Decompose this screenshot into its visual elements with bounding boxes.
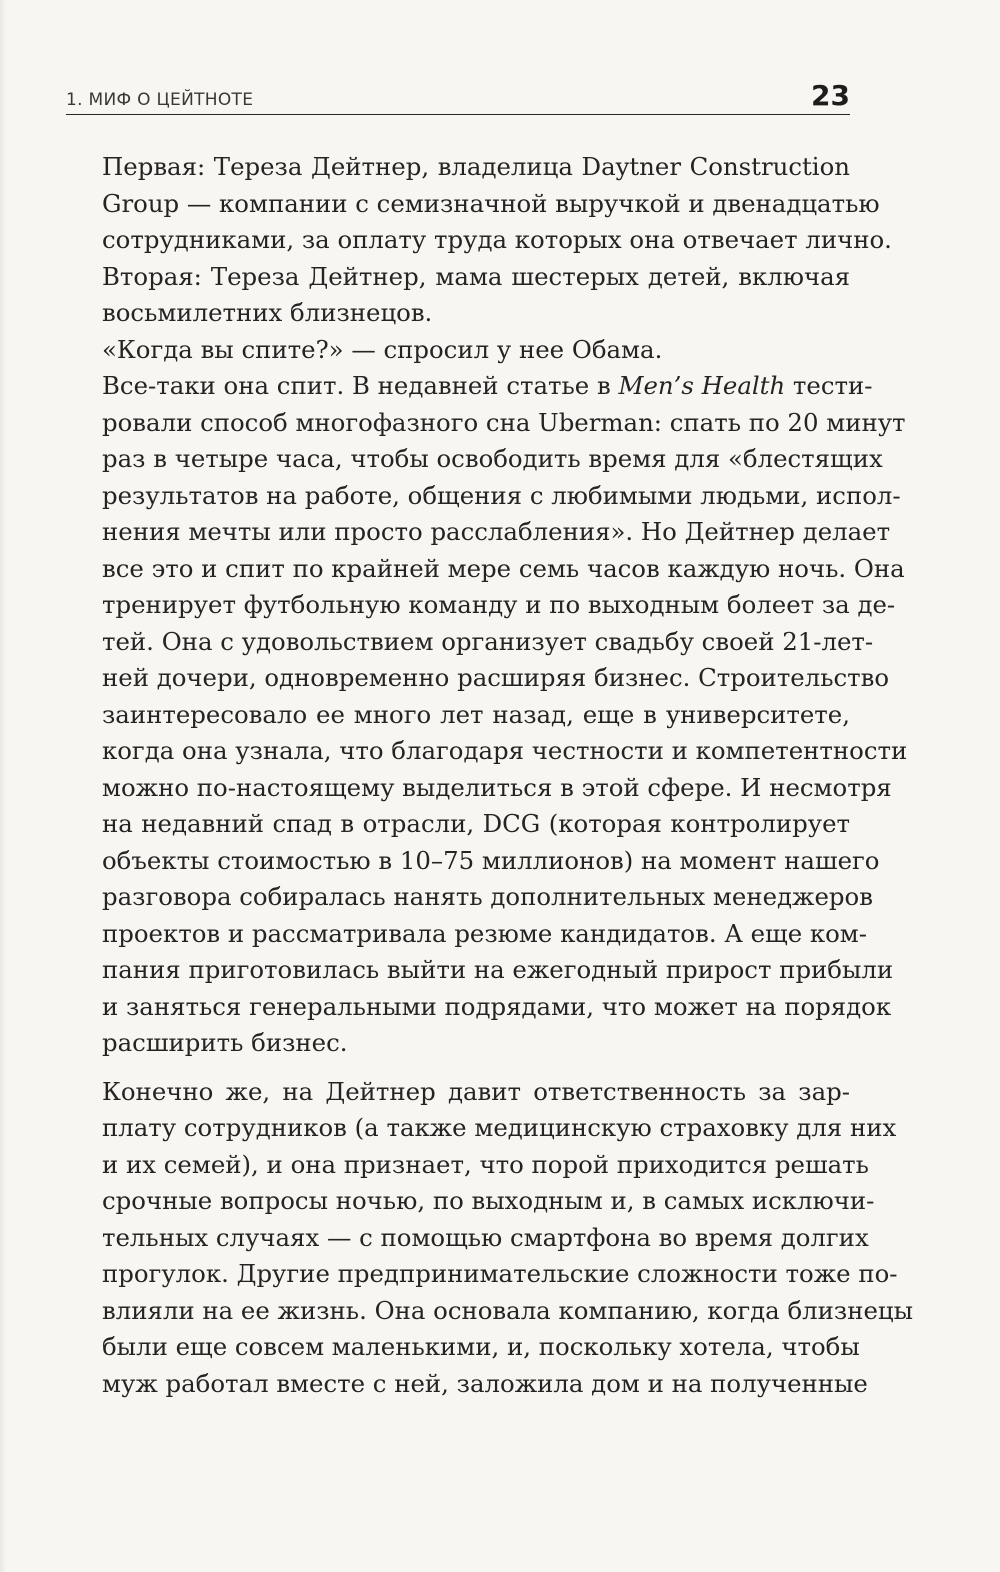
- text-line: тренирует футбольную команду и по выходным болеет за де-: [102, 590, 896, 619]
- text-line: Первая: Тереза Дейтнер, владелица Daytner Construction: [102, 152, 850, 181]
- paragraph: [66, 332, 850, 369]
- text-line: разговора собиралась нанять дополнительных менеджеров: [102, 882, 873, 911]
- text-line: объекты стоимостью в 10–75 миллионов) на момент нашего: [102, 845, 880, 875]
- chapter-title: 1. МИФ О ЦЕЙТНОТЕ: [66, 90, 254, 110]
- running-header: [66, 80, 850, 115]
- paragraph: [66, 368, 908, 1062]
- text-line: Group — компании с семизначной выручкой и двенадцатью: [102, 188, 880, 218]
- text-line: тей. Она с удовольствием организует свадьбу своей 21-лет-: [102, 626, 874, 656]
- paragraph: [66, 1074, 913, 1403]
- text-line: были еще совсем маленькими, и, поскольку хотела, чтобы: [102, 1332, 860, 1361]
- text-line: сотрудниками, за оплату труда которых она отвечает лично.: [102, 225, 892, 254]
- text-line: срочные вопросы ночью, по выходным и, в самых исключи-: [102, 1186, 875, 1215]
- text-line: на недавний спад в отрасли, DCG (которая контролирует: [102, 809, 850, 838]
- text-line: нения мечты или просто расслабления». Но Дейтнер делает: [102, 517, 891, 546]
- text-line: тельных случаях — с помощью смартфона во время долгих: [102, 1222, 869, 1252]
- text-line: муж работал вместе с ней, заложила дом и на полученные: [102, 1368, 868, 1398]
- paper-edge-shadow: [0, 0, 6, 1572]
- text-line: и их семей), и она признает, что порой приходится решать: [102, 1149, 869, 1179]
- paragraph: [66, 259, 850, 332]
- text-line: заинтересовало ее много лет назад, еще в университете,: [102, 699, 850, 729]
- text-line: Все-таки она спит. В недавней статье в Men’s Health тести-: [102, 371, 873, 400]
- paragraph: [66, 149, 892, 259]
- text-line: результатов на работе, общения с любимыми людьми, испол-: [102, 480, 901, 510]
- text-line: пания приготовилась выйти на ежегодный прирост прибыли: [102, 955, 894, 984]
- text-line: расширить бизнес.: [102, 1028, 348, 1057]
- text-line: проектов и рассматривала резюме кандидатов. А еще ком-: [102, 918, 868, 948]
- magazine-title: Men’s Health: [618, 371, 786, 400]
- text-line: «Когда вы спите?» — спросил у нее Обама.: [102, 334, 663, 364]
- text-line: влияли на ее жизнь. Она основала компанию, когда близнецы: [102, 1295, 913, 1325]
- text-line: и заняться генеральными подрядами, что может на порядок: [102, 991, 892, 1021]
- text-line: все это и спит по крайней мере семь часов каждую ночь. Она: [102, 553, 905, 583]
- text-line: ней дочери, одновременно расширяя бизнес. Строительство: [102, 663, 890, 692]
- text-line: восьмилетних близнецов.: [102, 298, 433, 327]
- body-text: [66, 149, 913, 1402]
- text-line: Конечно же, на Дейтнер давит ответственность за зар-: [102, 1076, 850, 1106]
- text-line: раз в четыре часа, чтобы освободить время для «блестящих: [102, 444, 883, 473]
- text-line: прогулок. Другие предпринимательские сложности тоже по-: [102, 1259, 898, 1288]
- text-line: когда она узнала, что благодаря честности и компетентности: [102, 736, 908, 765]
- page-number: 23: [811, 79, 850, 112]
- book-page: [66, 79, 913, 1402]
- text-line: Вторая: Тереза Дейтнер, мама шестерых детей, включая: [102, 261, 850, 291]
- text-line: ровали способ многофазного сна Uberman: спать по 20 минут: [102, 407, 906, 437]
- text-line: можно по-настоящему выделиться в этой сфере. И несмотря: [102, 772, 892, 802]
- text-line: плату сотрудников (а также медицинскую страховку для них: [102, 1113, 897, 1142]
